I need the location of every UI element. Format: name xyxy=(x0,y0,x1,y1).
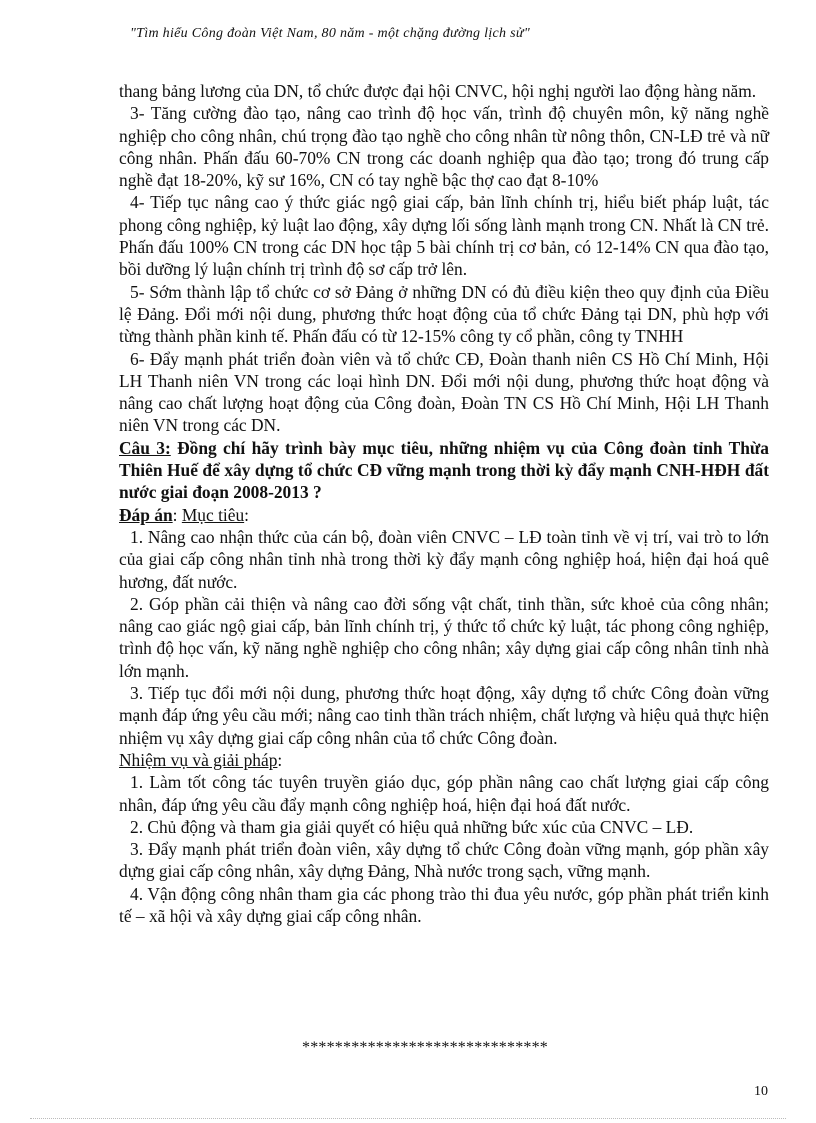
paragraph: 6- Đẩy mạnh phát triển đoàn viên và tổ chức CĐ, Đoàn thanh niên CS Hồ Chí Minh, Hội LH Thanh niên VN trong các loại hình DN. Đổi mới nội dung, phương thức hoạt động và nâng cao chất lượng hoạt động của Công đoàn, Đoàn TN CS Hồ Chí Minh, Hội LH Thanh niên VN trong các DN. xyxy=(119,348,769,436)
question-text: Đồng chí hãy trình bày mục tiêu, những nhiệm vụ của Công đoàn tỉnh Thừa Thiên Huế để xây dựng tổ chức CĐ vững mạnh trong thời kỳ đẩy mạnh CNH-HĐH đất nước giai đoạn 2008-2013 ? xyxy=(119,437,769,503)
answer-heading xyxy=(119,504,769,526)
tasks-heading-line xyxy=(119,749,769,771)
paragraph: 4- Tiếp tục nâng cao ý thức giác ngộ giai cấp, bản lĩnh chính trị, hiểu biết pháp luật, tác phong công nghiệp, kỷ luật lao động, xây dựng lối sống lành mạnh trong CN. Nhất là CN trẻ. Phấn đấu 100% CN trong các DN học tập 5 bài chính trị cơ bản, có 12-14% CN qua đào tạo, bồi dưỡng lý luận chính trị trình độ sơ cấp trở lên. xyxy=(119,192,769,280)
tasks-colon: : xyxy=(277,749,283,770)
page-number: 10 xyxy=(754,1084,768,1099)
paragraph: thang bảng lương của DN, tổ chức được đại hội CNVC, hội nghị người lao động hàng năm. xyxy=(119,81,757,101)
page-bottom-rule xyxy=(30,1118,786,1119)
goal-item: 1. Nâng cao nhận thức của cán bộ, đoàn viên CNVC – LĐ toàn tỉnh về vị trí, vai trò to lớn của giai cấp công nhân tỉnh nhà trong thời kỳ đẩy mạnh công nghiệp hoá, hiện đại hoá quê hương, đất nước. xyxy=(119,526,769,592)
page-header: "Tìm hiểu Công đoàn Việt Nam, 80 năm - một chặng đường lịch sử" xyxy=(130,26,531,41)
goals-heading: Mục tiêu xyxy=(181,504,245,525)
tasks-heading: Nhiệm vụ và giải pháp xyxy=(119,749,278,770)
section-separator: ****************************** xyxy=(302,1039,548,1056)
task-item: 2. Chủ động và tham gia giải quyết có hiệu quả những bức xúc của CNVC – LĐ. xyxy=(130,816,694,837)
answer-separator: : xyxy=(172,504,182,525)
goal-item: 3. Tiếp tục đổi mới nội dung, phương thức hoạt động, xây dựng tổ chức Công đoàn vững mạnh đáp ứng yêu cầu mới; nâng cao tinh thần trách nhiệm, chất lượng và hiệu quả thực hiện nhiệm vụ xây dựng giai cấp công nhân của tổ chức Công đoàn. xyxy=(119,683,769,748)
goals-colon: : xyxy=(244,504,249,525)
question-heading xyxy=(119,437,769,504)
paragraph: 3- Tăng cường đào tạo, nâng cao trình độ học vấn, trình độ chuyên môn, kỹ năng nghề nghiệp cho công nhân, chú trọng đào tạo nghề cho công nhân từ nông thôn, CN-LĐ trẻ và nữ công nhân. Phấn đấu 60-70% CN trong các doanh nghiệp qua đào tạo; trong đó trung cấp nghề đạt 18-20%, kỹ sư 16%, CN có tay nghề bậc thợ cao đạt 8-10% xyxy=(119,103,769,191)
answer-label: Đáp án xyxy=(119,504,173,525)
paragraph: 5- Sớm thành lập tổ chức cơ sở Đảng ở những DN có đủ điều kiện theo quy định của Điều lệ Đảng. Đổi mới nội dung, phương thức hoạt động của tổ chức Đảng tại DN, phù hợp với từng thành phần kinh tế. Phấn đấu có từ 12-15% công ty cổ phần, công ty TNHH xyxy=(119,281,769,347)
document-body xyxy=(119,80,769,927)
goal-item: 2. Góp phần cải thiện và nâng cao đời sống vật chất, tinh thần, sức khoẻ của công nhân; nâng cao giác ngộ giai cấp, bản lĩnh chính trị, ý thức tổ chức kỷ luật, tác phong công nghiệp, trình độ học vấn, kỹ năng nghề nghiệp cho công nhân; xây dựng giai cấp công nhân tỉnh nhà lớn mạnh. xyxy=(119,593,769,681)
task-item: 1. Làm tốt công tác tuyên truyền giáo dục, góp phần nâng cao chất lượng giai cấp công nhân, đáp ứng yêu cầu đẩy mạnh công nghiệp hoá, hiện đại hoá đất nước. xyxy=(119,772,769,815)
question-label: Câu 3: xyxy=(119,437,171,458)
task-item: 3. Đẩy mạnh phát triển đoàn viên, xây dựng tổ chức Công đoàn vững mạnh, góp phần xây dựng giai cấp công nhân, xây dựng Đảng, Nhà nước trong sạch, vững mạnh. xyxy=(119,839,769,882)
task-item: 4. Vận động công nhân tham gia các phong trào thi đua yêu nước, góp phần phát triển kinh tế – xã hội và xây dựng giai cấp công nhân. xyxy=(119,883,769,926)
